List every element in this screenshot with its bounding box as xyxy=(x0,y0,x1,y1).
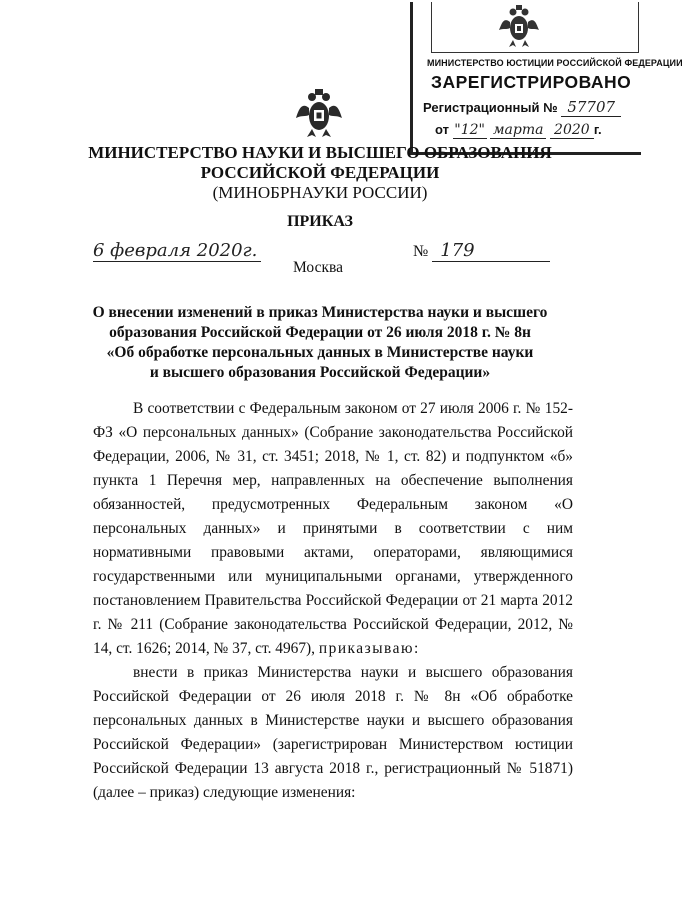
stamp-date-month: марта xyxy=(490,122,546,139)
ministry-name-line2: РОССИЙСКОЙ ФЕДЕРАЦИИ xyxy=(200,163,440,182)
body-paragraph-2: внести в приказ Министерства науки и высшего образования Российской Федерации от 26 июля 2018 г. № 8н «Об обработке персональных данных в Министерстве науки и высшего образования Российской Федерации» (зарегистрирован Министерством юстиции Российской Федерации 13 августа 2018 г., регистрационный № 51871) (далее – приказ) следующие изменения: xyxy=(93,664,573,801)
title-line2: образования Российской Федерации от 26 июля 2018 г. № 8н xyxy=(109,324,531,341)
stamp-reg-number-row xyxy=(423,98,621,117)
coat-of-arms-icon xyxy=(296,88,342,138)
body-paragraph-1 xyxy=(93,397,573,661)
stamp-date-year: 2020 xyxy=(550,122,594,139)
city: Москва xyxy=(293,259,343,276)
body-paragraph-1-text: В соответствии с Федеральным законом от 27 июля 2006 г. № 152-ФЗ «О персональных данных» (Собрание законодательства Российской Федерации, 2006, № 31, ст. 3451; 2018, № 1, ст. 82) и подпунктом «б» пункта 1 Перечня мер, направленных на обеспечение выполнения обязанностей, предусмотренных Федеральным законом «О персональных данных» и принятыми в соответствии с ним нормативными правовыми актами, операторами, являющимися государственными или муниципальными органами, утвержденного постановлением Правительства Российской Федерации от 21 марта 2012 г. № 211 (Собрание законодательства Российской Федерации, 2012, № 14, ст. 1626; 2014, № 37, ст. 4967), xyxy=(93,400,573,657)
document-type: ПРИКАЗ xyxy=(287,213,353,230)
document-title xyxy=(0,303,640,383)
stamp-date-day: "12" xyxy=(454,122,485,138)
stamp-date-suffix: г. xyxy=(593,122,602,137)
stamp-ministry-name: МИНИСТЕРСТВО ЮСТИЦИИ РОССИЙСКОЙ ФЕДЕРАЦИИ xyxy=(427,58,683,68)
order-directive: приказываю: xyxy=(318,640,420,657)
title-line4: и высшего образования Российской Федерации» xyxy=(149,364,491,381)
ministry-short-name: (МИНОБРНАУКИ РОССИИ) xyxy=(212,183,428,202)
coat-of-arms-icon xyxy=(499,4,539,48)
title-line1: О внесении изменений в приказ Министерства науки и высшего xyxy=(92,304,548,321)
stamp-registered-label: ЗАРЕГИСТРИРОВАНО xyxy=(431,72,632,92)
document-body xyxy=(93,397,573,805)
registration-stamp xyxy=(410,2,683,155)
order-number-value: 179 xyxy=(432,240,550,262)
stamp-date-from-label: от xyxy=(435,122,449,137)
ministry-name-line1: МИНИСТЕРСТВО НАУКИ И ВЫСШЕГО ОБРАЗОВАНИЯ xyxy=(88,143,552,162)
stamp-reg-number-value: 57707 xyxy=(561,98,621,117)
order-date: 6 февраля 2020г. xyxy=(93,240,261,262)
stamp-reg-number-label: Регистрационный № xyxy=(423,100,558,115)
title-line3: «Об обработке персональных данных в Министерстве науки xyxy=(106,344,534,361)
order-number-label: № xyxy=(413,243,429,260)
stamp-date-row xyxy=(435,122,602,139)
